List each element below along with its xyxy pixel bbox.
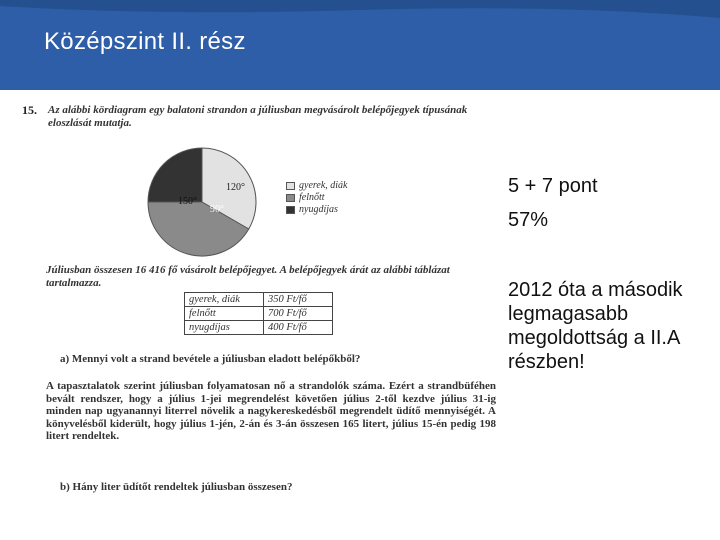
price-type: gyerek, diák (185, 293, 264, 307)
pie-chart (142, 142, 262, 262)
table-row (185, 307, 333, 321)
legend-item (286, 192, 348, 204)
legend-label: gyerek, diák (299, 179, 348, 191)
legend-label: felnőtt (299, 191, 325, 203)
pie-label-150: 150° (178, 196, 197, 207)
table-row (185, 321, 333, 335)
problem-para-2: A tapasztalatok szerint júliusban folyamatosan nő a strandolók száma. Ezért a strandbüféhen bevált rendszer, hogy a július 1-jei megrendelést követően július 2-től kezdve július 31-ig minden nap ugyanannyi literrel növelik a nagykereskedésből megrendelt üdítő mennyiségét. A könyvelésből kiderült, hogy július 1-jén, 2-án és 3-án összesen 165 litert, július 15-én pedig 198 litert rendeltek. (46, 380, 496, 442)
price-type: felnőtt (185, 307, 264, 321)
percent-text: 57% (508, 209, 549, 231)
pie-legend (286, 180, 348, 216)
legend-item (286, 180, 348, 192)
legend-swatch (286, 182, 295, 190)
slide-title: Középszint II. rész (44, 28, 246, 55)
problem-para-1: Júliusban összesen 16 416 fő vásárolt belépőjegyet. A belépőjegyek árát az alábbi táblázat tartalmazza. (46, 264, 450, 289)
legend-item (286, 204, 348, 216)
price-table (184, 292, 333, 335)
points-text: 5 + 7 pont (508, 175, 598, 197)
header-bar (0, 0, 720, 90)
legend-swatch (286, 206, 295, 214)
problem-scan (22, 98, 496, 493)
problem-intro: Az alábbi kördiagram egy balatoni strandon a júliusban megvásárolt belépőjegyek típusának eloszlását mutatja. (48, 104, 468, 129)
table-row (185, 293, 333, 307)
pie-slice-nyugdijas (148, 148, 202, 202)
price-value: 400 Ft/fő (264, 321, 333, 335)
remark-text: 2012 óta a második legmagasabb megoldottság a II.A részben! (508, 279, 683, 373)
question-b: b) Hány liter üdítőt rendeltek júliusban összesen? (60, 481, 293, 493)
question-a: a) Mennyi volt a strand bevétele a júliusban eladott belépőkből? (60, 353, 361, 365)
legend-swatch (286, 194, 295, 202)
problem-number: 15. (22, 103, 37, 117)
price-value: 700 Ft/fő (264, 307, 333, 321)
legend-label: nyugdíjas (299, 203, 338, 215)
pie-label-120: 120° (226, 182, 245, 193)
price-type: nyugdíjas (185, 321, 264, 335)
pie-label-90: 90° (210, 204, 224, 215)
price-value: 350 Ft/fő (264, 293, 333, 307)
